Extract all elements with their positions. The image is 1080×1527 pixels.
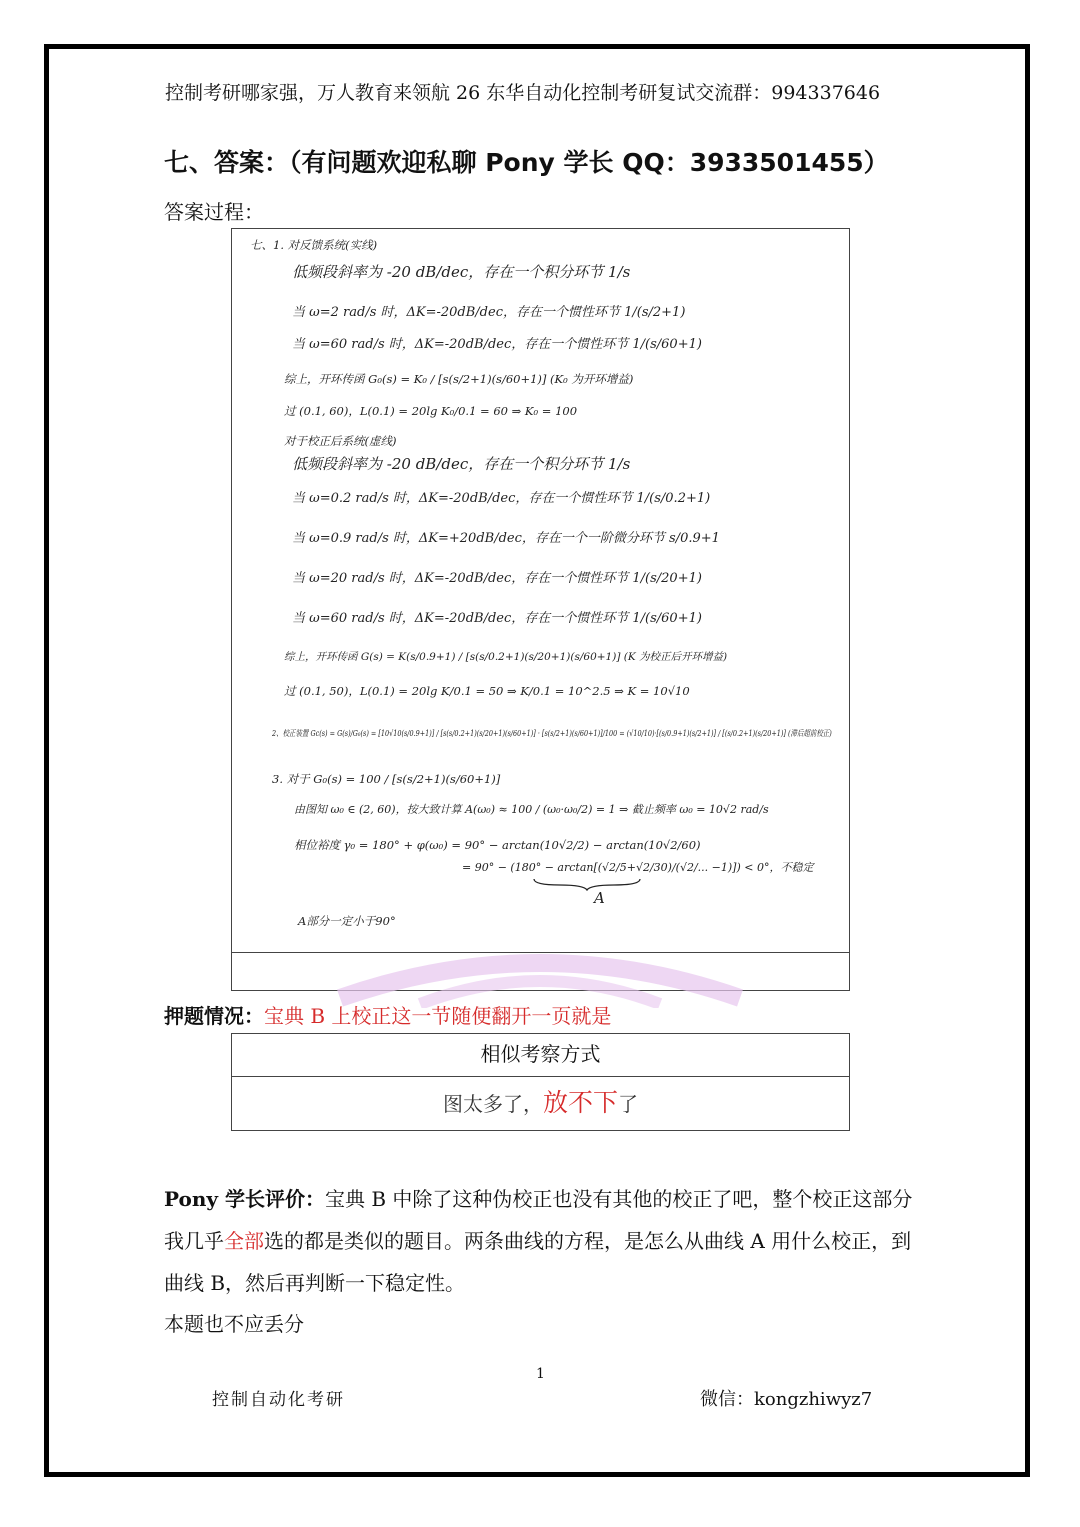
hw-line-15: 2、校正装置 Gc(s) = G(s)/G₀(s) = [10√10(s/0.9+1)] / [s(s/0.2+1)(s/20+1)(s/60+1)] · [s(s/2+1)(s/60+1)]/100 = (√10/10)·[(s/0.9+1)(s/2+1)] / [(s/0.2+1)(s/20+1)] (滞后超前校正) — [272, 728, 832, 738]
section-title: 七、答案：（有问题欢迎私聊 Pony 学长 QQ：3933501455） — [164, 148, 889, 177]
evaluation-paragraph — [164, 1178, 924, 1304]
hw-line-19: = 90° − (180° − arctan[(√2/5+√2/30)/(√2/... −1)]) < 0°，不稳定 — [462, 861, 814, 874]
evaluation-red: 全部 — [224, 1229, 264, 1253]
prediction-line — [164, 1000, 611, 1029]
hw-line-1: 七、1. 对反馈系统(实线) — [250, 238, 378, 252]
hw-line-16: 3. 对于 G₀(s) = 100 / [s(s/2+1)(s/60+1)] — [272, 772, 501, 786]
hw-line-21: A部分一定小于90° — [298, 914, 396, 928]
prediction-label: 押题情况： — [164, 1004, 264, 1028]
footer-right: 微信：kongzhiwyz7 — [700, 1389, 873, 1410]
process-label: 答案过程： — [164, 200, 264, 224]
underbrace-icon — [532, 877, 642, 891]
hw-line-12: 当 ω=60 rad/s 时，ΔK=-20dB/dec，存在一个惯性环节 1/(s/60+1) — [292, 611, 702, 626]
hw-line-7: 对于校正后系统(虚线) — [284, 434, 397, 448]
conclusion-text: 本题也不应丢分 — [164, 1312, 304, 1336]
hw-line-4: 当 ω=60 rad/s 时，ΔK=-20dB/dec，存在一个惯性环节 1/(s/60+1) — [292, 337, 702, 352]
watermark-logo — [300, 938, 780, 1008]
similar-table — [231, 1033, 850, 1131]
hw-line-18: 相位裕度 γ₀ = 180° + φ(ω₀) = 90° − arctan(10√2/2) − arctan(10√2/60) — [294, 838, 701, 852]
page-header: 控制考研哪家强，万人教育来领航 26 东华自动化控制考研复试交流群：994337646 — [165, 82, 881, 104]
hw-line-9: 当 ω=0.2 rad/s 时，ΔK=-20dB/dec，存在一个惯性环节 1/(s/0.2+1) — [292, 491, 711, 506]
handwritten-answer-box — [231, 228, 850, 991]
evaluation-text-2: 选的都是类似的题目。两条曲线的方程，是怎么从曲线 A 用什么校正，到曲线 B，然后再判断一下稳定性。 — [164, 1229, 912, 1295]
hw-line-14: 过 (0.1, 50)，L(0.1) = 20lg K/0.1 = 50 ⇒ K/0.1 = 10^2.5 ⇒ K = 10√10 — [284, 684, 690, 698]
footer-left: 控制自动化考研 — [212, 1390, 345, 1410]
hw-line-20: A — [594, 889, 605, 907]
prediction-text: 宝典 B 上校正这一节随便翻开一页就是 — [264, 1004, 612, 1028]
hw-line-6: 过 (0.1, 60)，L(0.1) = 20lg K₀/0.1 = 60 ⇒ K₀ = 100 — [284, 404, 578, 418]
evaluation-text-1: 宝典 B 中除了这种伪校正也没有其他的校正了吧，整个校正这部分我几乎 — [164, 1187, 913, 1253]
hw-line-2: 低频段斜率为 -20 dB/dec，存在一个积分环节 1/s — [292, 263, 631, 281]
similar-table-body — [232, 1077, 849, 1130]
hw-line-13: 综上，开环传函 G(s) = K(s/0.9+1) / [s(s/0.2+1)(s/20+1)(s/60+1)] (K 为校正后开环增益) — [284, 651, 728, 663]
page-number: 1 — [536, 1366, 545, 1382]
similar-body-red: 放不下 — [542, 1088, 618, 1117]
hw-line-11: 当 ω=20 rad/s 时，ΔK=-20dB/dec，存在一个惯性环节 1/(s/20+1) — [292, 571, 702, 586]
hw-line-17: 由图知 ω₀ ∈ (2, 60)，按大致计算 A(ω₀) ≈ 100 / (ω₀·ω₀/2) = 1 ⇒ 截止频率 ω₀ = 10√2 rad/s — [294, 803, 769, 816]
similar-body-prefix: 图太多了， — [442, 1092, 543, 1116]
hw-line-5: 综上，开环传函 G₀(s) = K₀ / [s(s/2+1)(s/60+1)] (K₀ 为开环增益) — [284, 372, 634, 386]
hw-line-3: 当 ω=2 rad/s 时，ΔK=-20dB/dec，存在一个惯性环节 1/(s/2+1) — [292, 305, 686, 320]
similar-body-suffix: 了 — [618, 1092, 638, 1116]
evaluation-label: Pony 学长评价： — [164, 1187, 325, 1211]
hw-line-10: 当 ω=0.9 rad/s 时，ΔK=+20dB/dec，存在一个一阶微分环节 s/0.9+1 — [292, 531, 720, 546]
similar-table-header: 相似考察方式 — [232, 1034, 849, 1077]
hw-line-8: 低频段斜率为 -20 dB/dec，存在一个积分环节 1/s — [292, 455, 631, 473]
